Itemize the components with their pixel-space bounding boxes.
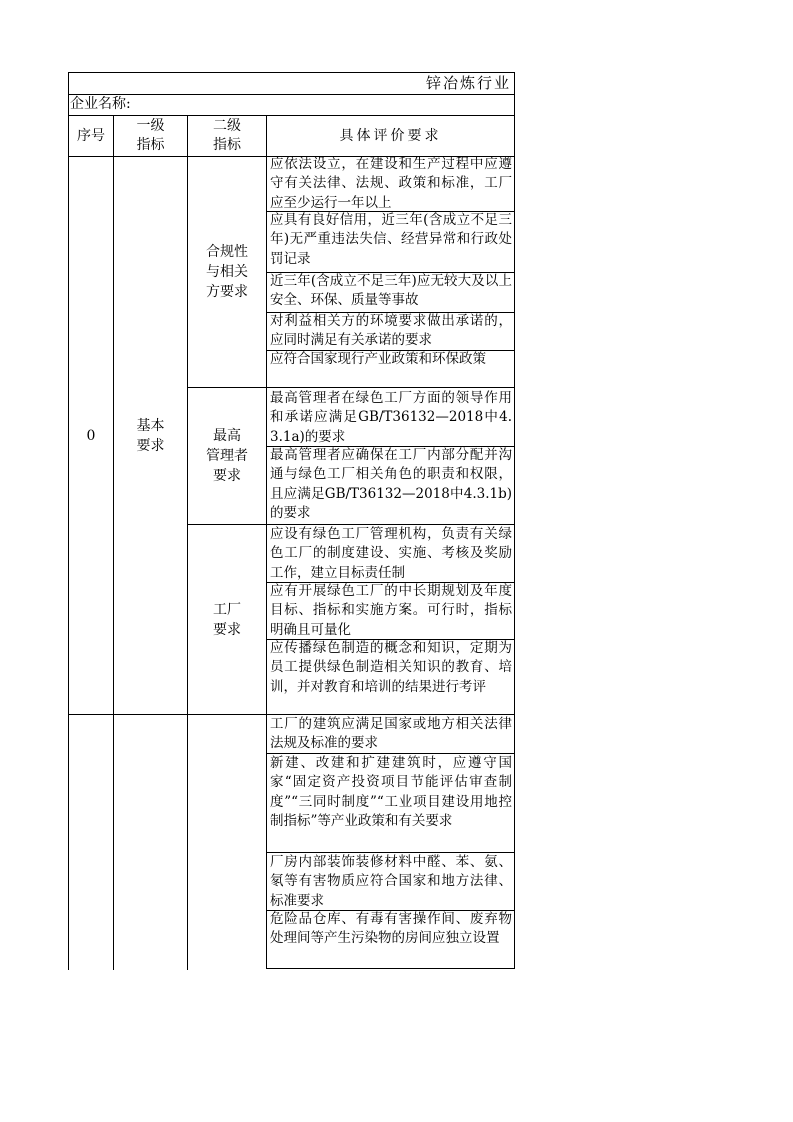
level1-line: 基本 (136, 417, 165, 434)
header-level2-line: 指标 (213, 137, 241, 153)
header-level2-line: 二级 (213, 118, 241, 134)
header-requirements-text: 具体评价要求 (339, 127, 442, 144)
requirement-text: 应符合国家现行产业政策和环保政策 (270, 351, 486, 367)
col-line-level2 (266, 115, 267, 968)
section0-seq (69, 157, 113, 714)
level2-line: 管理者 (206, 448, 248, 464)
header-level1-line: 指标 (136, 137, 165, 153)
level2-line: 要求 (213, 621, 241, 638)
requirement-text: 对利益相关方的环境要求做出承诺的，应同时满足有关承诺的要求 (270, 313, 512, 349)
requirement-text: 应有开展绿色工厂的中长期规划及年度目标、指标和实施方案。可行时，指标明确且可量化 (270, 583, 512, 638)
requirement-text: 近三年(含成立不足三年)应无较大及以上安全、环保、质量等事故 (270, 273, 512, 309)
level2-line: 工厂 (213, 601, 241, 618)
company-name-label: 企业名称: (70, 96, 131, 112)
requirement-text: 工厂的建筑应满足国家或地方相关法律法规及标准的要求 (270, 716, 512, 752)
header-level1 (114, 116, 187, 156)
industry-banner: 锌冶炼行业 (425, 74, 511, 92)
requirement-text: 厂房内部装饰装修材料中醛、苯、氨、氡等有害物质应符合国家和地方法律、标准要求 (270, 854, 512, 909)
requirement-text: 应传播绿色制造的概念和知识，定期为员工提供绿色制造相关知识的教育、培训，并对教育和培训的结果进行考评 (270, 640, 512, 695)
requirement-text: 最高管理者应确保在工厂内部分配并沟通与绿色工厂相关角色的职责和权限，且应满足GB/T36132—2018中4.3.1b)的要求 (270, 447, 512, 521)
requirement-text: 应设有绿色工厂管理机构，负责有关绿色工厂的制度建设、实施、考核及奖励工作，建立目标责任制 (270, 526, 512, 581)
level1-line: 要求 (136, 437, 165, 454)
header-level1-line: 一级 (136, 118, 165, 134)
level2-line: 要求 (213, 468, 241, 484)
level2-top-management (188, 388, 266, 524)
banner-bottom-line (68, 94, 515, 95)
level2-line: 与相关 (206, 264, 248, 280)
level2-factory (188, 525, 266, 714)
right-border-table (514, 115, 515, 968)
level2-compliance (188, 157, 266, 387)
seq-number: 0 (86, 427, 96, 444)
header-requirements (267, 116, 514, 156)
section0-level1 (114, 157, 187, 714)
requirement-text: 应具有良好信用，近三年(含成立不足三年)无严重违法失信、经营异常和行政处罚记录 (270, 212, 512, 267)
requirement-text: 应依法设立，在建设和生产过程中应遵守有关法律、法规、政策和标准，工厂应至少运行一年以上 (270, 156, 512, 211)
level2-line: 最高 (213, 428, 241, 444)
header-level2 (188, 116, 266, 156)
level2-line: 合规性 (206, 244, 248, 260)
requirement-text: 最高管理者在绿色工厂方面的领导作用和承诺应满足GB/T36132—2018中4.3.1a)的要求 (270, 390, 512, 445)
header-seq (69, 116, 113, 156)
requirement-text: 新建、改建和扩建建筑时，应遵守国家“固定资产投资项目节能评估审查制度”“三同时制度”“工业项目建设用地控制指标”等产业政策和有关要求 (270, 755, 512, 829)
level2-line: 方要求 (206, 284, 248, 300)
requirement-text: 危险品仓库、有毒有害操作间、废弃物处理间等产生污染物的房间应独立设置 (270, 911, 512, 947)
req-bottom-line (266, 968, 515, 969)
header-seq-text: 序号 (77, 127, 105, 144)
